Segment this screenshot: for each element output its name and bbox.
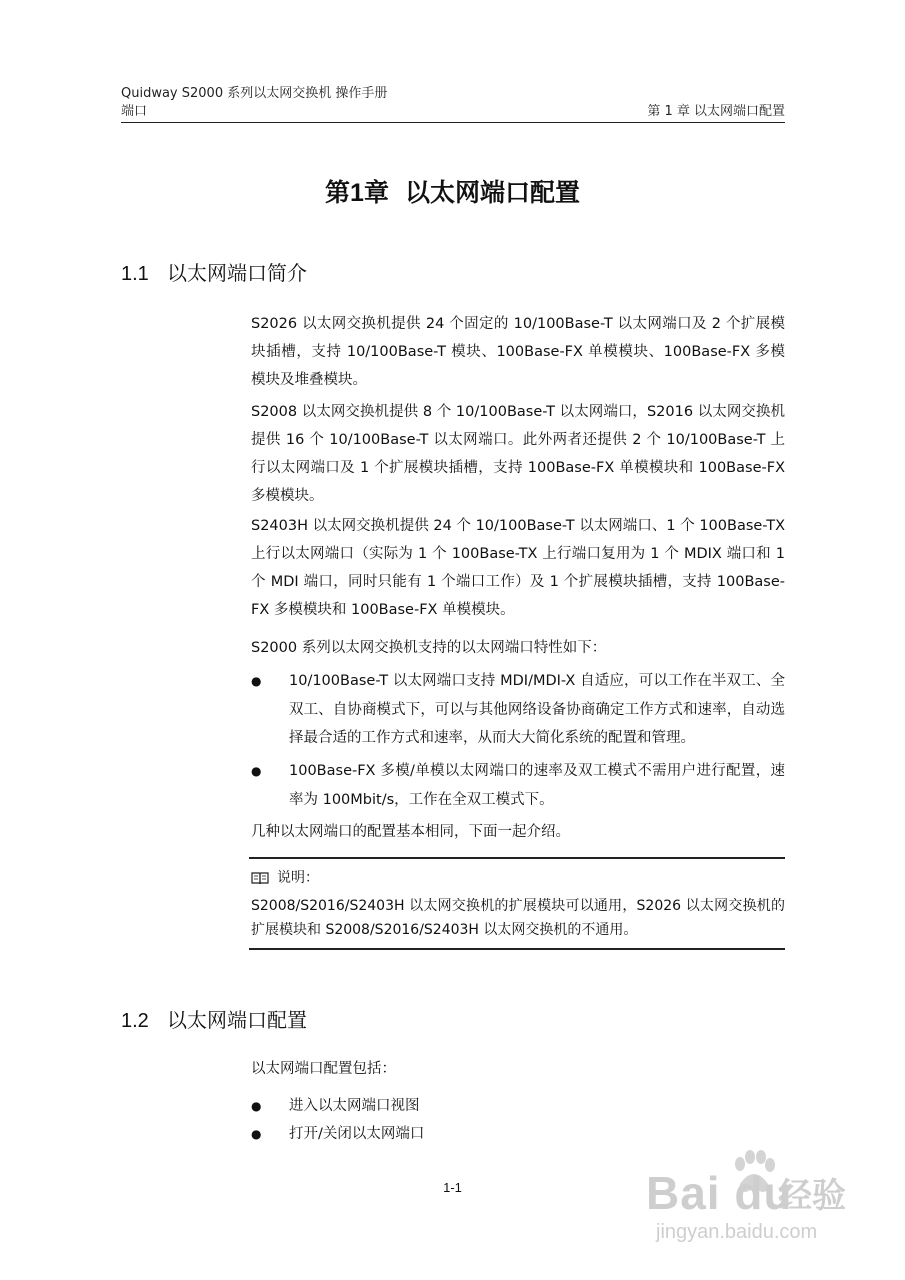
paragraph-closing bbox=[251, 818, 785, 846]
chapter-prefix: 第 bbox=[325, 178, 351, 207]
paragraph-config-intro bbox=[251, 1055, 785, 1083]
paragraph-text: S2008 以太网交换机提供 8 个 10/100Base-T 以太网端口，S2016 以太网交换机提供 16 个 10/100Base-T 以太网端口。此外两者还提供 2 个 10/100Base-T 上行以太网端口及 1 个扩展模块插槽，支持 100Base-FX 单模模块和 100Base-FX 多模模块。 bbox=[251, 404, 785, 504]
watermark-url: jingyan.baidu.com bbox=[656, 1221, 818, 1243]
note-text: S2008/S2016/S2403H 以太网交换机的扩展模块可以通用，S2026 以太网交换机的扩展模块和 S2008/S2016/S2403H 以太网交换机的不通用。 bbox=[251, 898, 785, 938]
paragraph-text: 以太网端口配置包括： bbox=[251, 1061, 396, 1077]
paragraph-features-intro bbox=[251, 634, 785, 662]
section-heading-1-2 bbox=[121, 1006, 307, 1035]
chapter-number: 1 bbox=[350, 179, 364, 207]
list-item-text: 进入以太网端口视图 bbox=[289, 1098, 420, 1114]
header-row bbox=[121, 104, 785, 120]
note-box bbox=[249, 857, 785, 950]
list-item-text: 100Base-FX 多模/单模以太网端口的速率及双工模式不需用户进行配置，速率为 100Mbit/s，工作在全双工模式下。 bbox=[289, 763, 785, 808]
bullet-icon: ● bbox=[251, 1127, 262, 1141]
watermark-logo: Bai du bbox=[646, 1167, 793, 1219]
chapter-title-text: 以太网端口配置 bbox=[404, 178, 580, 207]
list-item bbox=[251, 757, 785, 814]
header-rule bbox=[121, 122, 785, 123]
paragraph-s2026 bbox=[251, 310, 785, 394]
page-number: 1-1 bbox=[443, 1180, 462, 1195]
paragraph-text: S2000 系列以太网交换机支持的以太网端口特性如下： bbox=[251, 640, 607, 656]
section-heading-1-1 bbox=[121, 259, 307, 288]
section-number: 1.1 bbox=[121, 263, 149, 285]
list-item bbox=[251, 667, 785, 753]
bullet-icon: ● bbox=[251, 674, 262, 688]
watermark-cn: 经验 bbox=[778, 1176, 846, 1216]
bullet-icon: ● bbox=[251, 1099, 262, 1113]
book-icon bbox=[251, 871, 269, 885]
section-number: 1.2 bbox=[121, 1010, 149, 1032]
note-label: 说明： bbox=[277, 870, 319, 886]
bullet-icon: ● bbox=[251, 764, 262, 778]
list-item bbox=[251, 1120, 785, 1149]
header-chapter-ref: 第 1 章 以太网端口配置 bbox=[647, 104, 785, 119]
paragraph-s2403h bbox=[251, 512, 785, 624]
chapter-suffix: 章 bbox=[363, 178, 389, 207]
chapter-title bbox=[0, 176, 905, 210]
list-item-text: 打开/关闭以太网端口 bbox=[289, 1126, 425, 1142]
header-section: 端口 bbox=[121, 104, 148, 119]
header-manual-title: Quidway S2000 系列以太网交换机 操作手册 bbox=[121, 86, 388, 101]
section-title: 以太网端口配置 bbox=[167, 1008, 307, 1032]
note-header bbox=[251, 868, 319, 888]
section-title: 以太网端口简介 bbox=[167, 261, 307, 285]
paragraph-s2008-s2016 bbox=[251, 398, 785, 510]
paragraph-text: 几种以太网端口的配置基本相同，下面一起介绍。 bbox=[251, 824, 570, 840]
list-item-text: 10/100Base-T 以太网端口支持 MDI/MDI-X 自适应，可以工作在半双工、全双工、自协商模式下，可以与其他网络设备协商确定工作方式和速率，自动选择最合适的工作方式和速率，从而大大简化系统的配置和管理。 bbox=[289, 673, 785, 746]
paragraph-text: S2403H 以太网交换机提供 24 个 10/100Base-T 以太网端口、1 个 100Base-TX 上行以太网端口（实际为 1 个 100Base-TX 上行端口复用为 1 个 MDIX 端口和 1 个 MDI 端口，同时只能有 1 个端口工作）及 1 个扩展模块插槽，支持 100Base-FX 多模模块和 100Base-FX 单模模块。 bbox=[251, 518, 785, 618]
paragraph-text: S2026 以太网交换机提供 24 个固定的 10/100Base-T 以太网端口及 2 个扩展模块插槽，支持 10/100Base-T 模块、100Base-FX 单模模块、100Base-FX 多模模块及堆叠模块。 bbox=[251, 316, 785, 388]
list-item bbox=[251, 1092, 785, 1121]
watermark bbox=[646, 1150, 856, 1260]
